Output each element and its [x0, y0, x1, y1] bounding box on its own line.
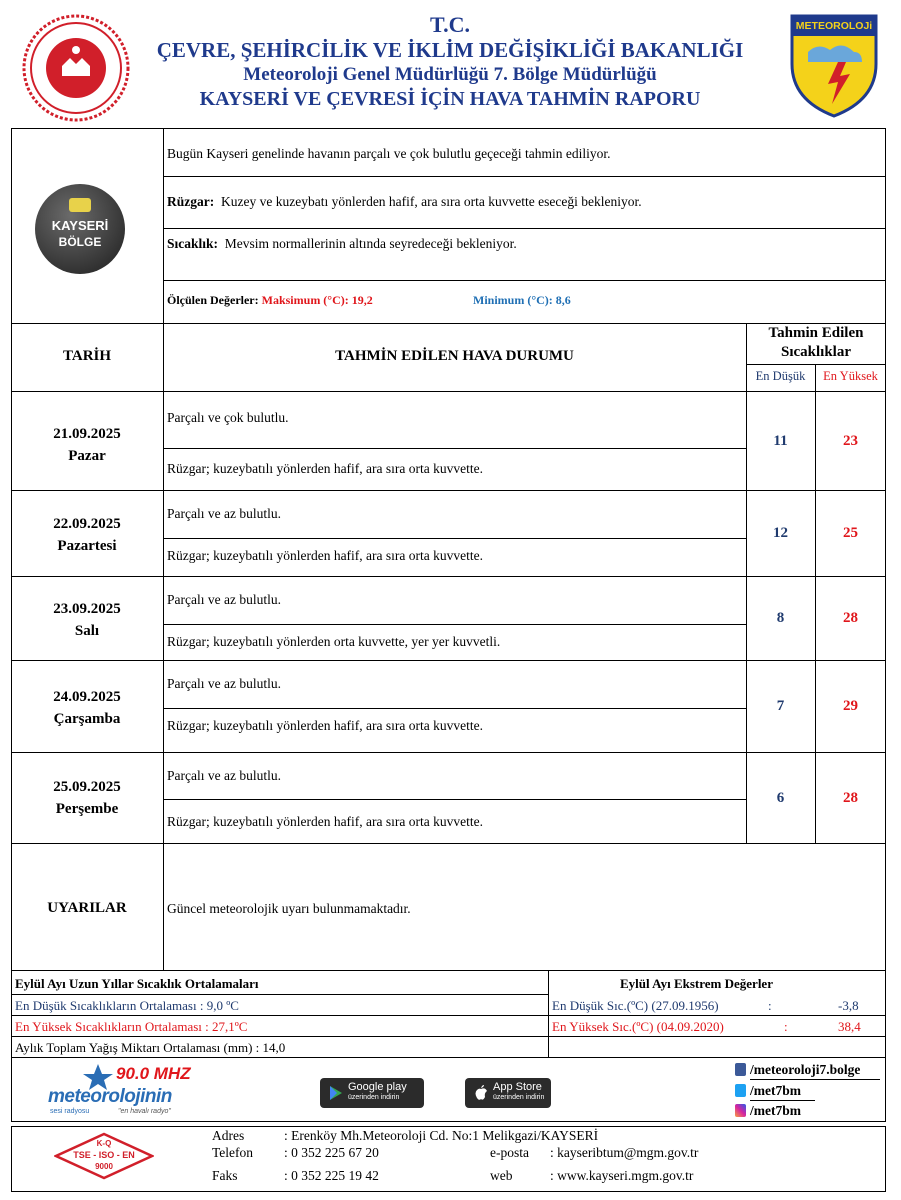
day-name: Perşembe	[55, 801, 119, 817]
title-directorate: Meteoroloji Genel Müdürlüğü 7. Bölge Müdürlüğü	[243, 64, 657, 85]
day-name: Pazartesi	[57, 538, 117, 554]
facebook-icon	[735, 1063, 746, 1076]
wind-text: Rüzgar; kuzeybatılı yönlerden hafif, ara sıra orta kuvvette.	[167, 461, 483, 476]
header-high: En Yüksek	[823, 369, 878, 383]
twitter-link[interactable]	[735, 1083, 801, 1099]
low-temp: 11	[773, 433, 788, 449]
high-temp: 23	[843, 433, 858, 449]
google-play-label: Google play	[348, 1081, 407, 1093]
badge-text: METEOROLOJi	[795, 20, 873, 32]
temp-summary	[167, 236, 517, 252]
high-temp: 25	[843, 525, 858, 541]
warnings-text: Güncel meteorolojik uyarı bulunmamaktadır.	[167, 901, 411, 916]
wind-text: Rüzgar; kuzeybatılı yönlerden hafif, ara sıra orta kuvvette.	[167, 814, 483, 829]
day-name: Pazar	[68, 448, 106, 464]
temp-text: Mevsim normallerinin altında seyredeceği bekleniyor.	[224, 236, 517, 251]
day-date	[11, 686, 163, 730]
header-forecast: TAHMİN EDİLEN HAVA DURUMU	[335, 348, 574, 364]
day-date	[11, 513, 163, 557]
ministry-seal-icon	[22, 14, 130, 122]
low-temp: 6	[776, 790, 785, 806]
radio-name: meteorolojinin	[48, 1086, 172, 1107]
extreme-high-label: En Yüksek Sıc.(ºC) (04.09.2020)	[552, 1019, 724, 1034]
facebook-link[interactable]	[735, 1062, 860, 1078]
sky-text: Parçalı ve az bulutlu.	[167, 676, 281, 691]
wind-summary	[167, 194, 642, 210]
fax-value: : 0 352 225 19 42	[284, 1168, 379, 1183]
day-name: Çarşamba	[53, 711, 121, 727]
temp-label: Sıcaklık:	[167, 236, 219, 251]
extreme-low-label: En Düşük Sıc.(ºC) (27.09.1956)	[552, 998, 719, 1013]
wind-text: Rüzgar; kuzeybatılı yönlerden hafif, ara sıra orta kuvvette.	[167, 548, 483, 563]
google-play-sub: üzerinden indirin	[348, 1094, 400, 1101]
day-date	[11, 776, 163, 820]
measured-min: Minimum (°C): 8,6	[473, 293, 571, 307]
date-value: 24.09.2025	[53, 689, 121, 705]
wind-text: Rüzgar; kuzeybatılı yönlerden orta kuvvette, yer yer kuvvetli.	[167, 634, 501, 649]
extremes-title: Eylül Ayı Ekstrem Değerler	[620, 976, 773, 991]
extreme-high-sep: :	[784, 1019, 788, 1034]
extreme-high-value: 38,4	[838, 1019, 861, 1034]
sky-text: Parçalı ve çok bulutlu.	[167, 410, 289, 425]
low-temp: 8	[776, 610, 785, 626]
radio-sub: sesi radyosu	[50, 1108, 90, 1115]
forecast-table	[11, 323, 886, 844]
address-value: : Erenköy Mh.Meteoroloji Cd. No:1 Melikgazi/KAYSERİ	[284, 1128, 599, 1143]
measured-label: Ölçülen Değerler:	[167, 293, 259, 307]
fax-label: Faks	[212, 1168, 238, 1183]
tse-cert-icon	[54, 1132, 154, 1180]
app-store-button[interactable]	[465, 1078, 551, 1108]
logo-line1: KAYSERİ	[51, 218, 109, 233]
web-value[interactable]: : www.kayseri.mgm.gov.tr	[550, 1168, 694, 1183]
longterm-low: En Düşük Sıcaklıkların Ortalaması : 9,0 ºC	[15, 998, 239, 1013]
date-value: 22.09.2025	[53, 516, 121, 532]
date-value: 23.09.2025	[53, 601, 121, 617]
low-temp: 7	[776, 698, 785, 714]
longterm-title: Eylül Ayı Uzun Yıllar Sıcaklık Ortalamaları	[15, 976, 259, 991]
google-play-button[interactable]	[320, 1078, 424, 1108]
day-name: Salı	[74, 623, 100, 639]
meteoroloji-shield-icon	[788, 12, 880, 120]
title-ministry: ÇEVRE, ŞEHİRCİLİK VE İKLİM DEĞİŞİKLİĞİ BAKANLIĞI	[156, 38, 744, 62]
header-date: TARİH	[62, 348, 112, 364]
instagram-link[interactable]	[735, 1103, 801, 1119]
cert-mid: TSE - ISO - EN	[73, 1150, 135, 1160]
logo-line2: BÖLGE	[58, 235, 102, 249]
day-date	[11, 598, 163, 642]
high-temp: 28	[843, 790, 858, 806]
cert-top: K-Q	[96, 1139, 112, 1148]
web-label: web	[490, 1168, 513, 1183]
instagram-handle: /met7bm	[750, 1103, 801, 1118]
app-store-label: App Store	[493, 1081, 542, 1093]
header-low: En Düşük	[755, 369, 806, 383]
measured-max: Maksimum (°C): 19,2	[261, 293, 373, 307]
radio-frequency: 90.0 MHZ	[116, 1064, 191, 1083]
longterm-high: En Yüksek Sıcaklıkların Ortalaması : 27,1ºC	[15, 1019, 248, 1034]
sky-text: Parçalı ve az bulutlu.	[167, 768, 281, 783]
twitter-handle: /met7bm	[750, 1083, 801, 1098]
measured-values	[167, 293, 373, 308]
date-value: 25.09.2025	[53, 779, 121, 795]
header-temps	[746, 324, 886, 362]
longterm-rain: Aylık Toplam Yağış Miktarı Ortalaması (mm) : 14,0	[15, 1040, 286, 1055]
twitter-icon	[735, 1084, 746, 1097]
warnings-label: UYARILAR	[47, 900, 127, 916]
wind-label: Rüzgar:	[167, 194, 215, 209]
sky-text: Parçalı ve az bulutlu.	[167, 506, 281, 521]
kayseri-region-logo	[35, 184, 125, 274]
facebook-handle: /meteoroloji7.bolge	[750, 1062, 861, 1077]
google-play-icon	[328, 1085, 344, 1101]
kayseri-map-icon	[69, 198, 91, 212]
extreme-low-value: -3,8	[838, 998, 859, 1013]
app-store-sub: üzerinden indirin	[493, 1094, 545, 1101]
wind-text: Kuzey ve kuzeybatı yönlerden hafif, ara sıra orta kuvvette eseceği bekleniyor.	[221, 194, 642, 209]
wind-text: Rüzgar; kuzeybatılı yönlerden hafif, ara sıra orta kuvvette.	[167, 718, 483, 733]
high-temp: 28	[843, 610, 858, 626]
cert-bot: 9000	[95, 1162, 113, 1171]
date-value: 21.09.2025	[53, 426, 121, 442]
email-label: e-posta	[490, 1145, 529, 1160]
title-report: KAYSERİ VE ÇEVRESİ İÇİN HAVA TAHMİN RAPORU	[199, 88, 701, 110]
apple-icon	[473, 1084, 489, 1102]
email-value[interactable]: : kayseribtum@mgm.gov.tr	[550, 1145, 699, 1160]
phone-label: Telefon	[212, 1145, 254, 1160]
general-forecast: Bugün Kayseri genelinde havanın parçalı ve çok bulutlu geçeceği tahmin ediliyor.	[167, 146, 611, 161]
report-header	[0, 0, 901, 128]
sky-text: Parçalı ve az bulutlu.	[167, 592, 281, 607]
extreme-low-sep: :	[768, 998, 772, 1013]
high-temp: 29	[843, 698, 858, 714]
address-label: Adres	[212, 1128, 245, 1143]
header-temps-line2: Sıcaklıklar	[780, 344, 851, 360]
header-temps-line1: Tahmin Edilen	[768, 325, 864, 341]
title-tc: T.C.	[430, 12, 470, 37]
radio-slogan: "en havalı radyo"	[118, 1108, 171, 1115]
phone-value: : 0 352 225 67 20	[284, 1145, 379, 1160]
report-titles	[140, 12, 760, 112]
low-temp: 12	[773, 525, 788, 541]
instagram-icon	[735, 1104, 746, 1117]
day-date	[11, 423, 163, 467]
